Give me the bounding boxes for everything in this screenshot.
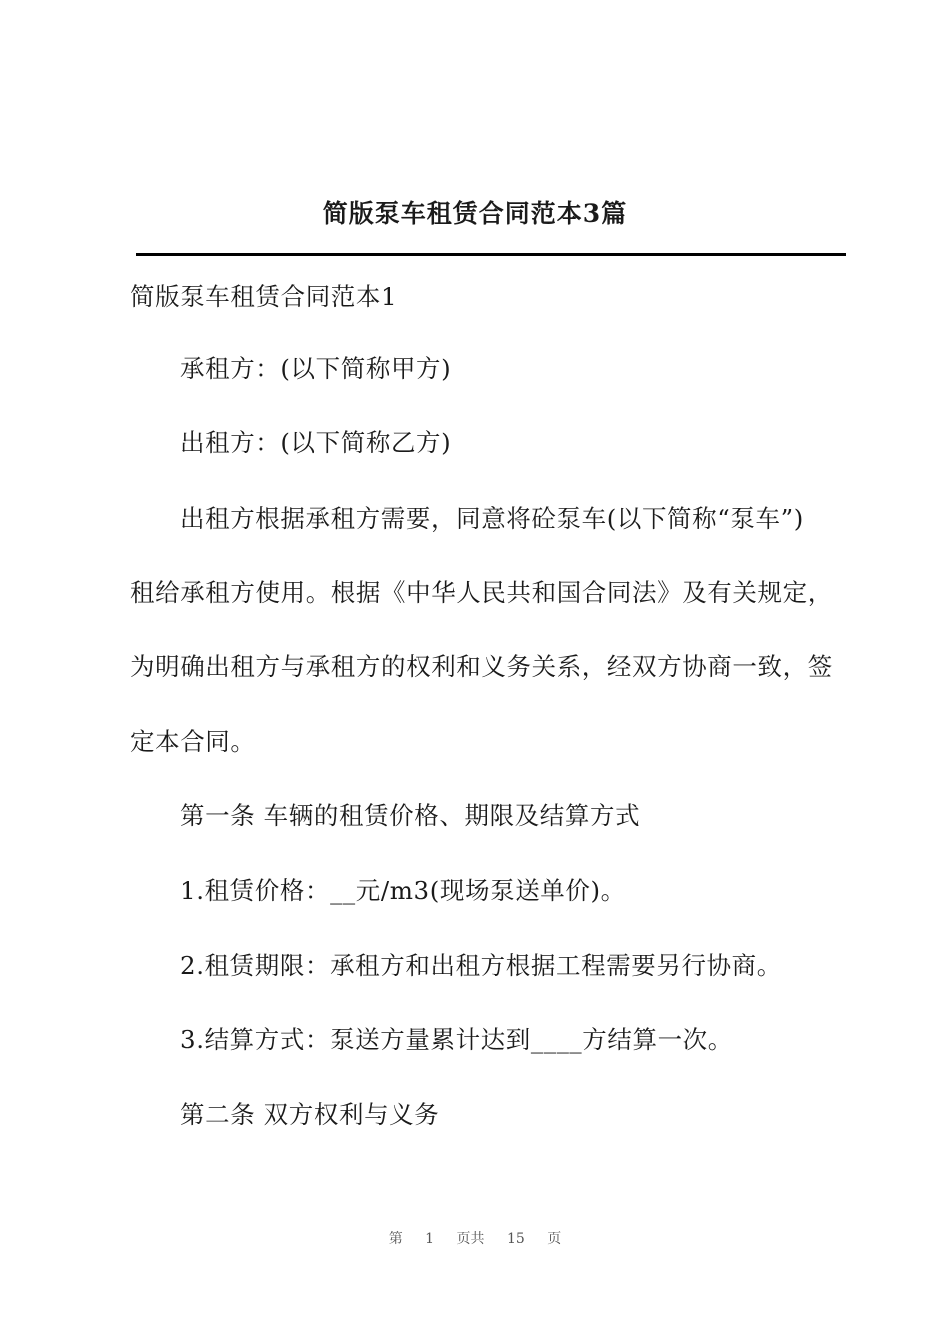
article-heading: 第二条 双方权利与义务	[180, 1100, 440, 1129]
lessee-line: 承租方：(以下简称甲方)	[180, 354, 452, 383]
footer-prefix: 第	[388, 1231, 403, 1247]
clause-line: 1.租赁价格：__元/m3(现场泵送单价)。	[180, 876, 626, 905]
clause-line: 2.租赁期限：承租方和出租方根据工程需要另行协商。	[180, 951, 782, 980]
footer-suffix: 页	[547, 1231, 562, 1247]
clause-line: 3.结算方式：泵送方量累计达到____方结算一次。	[180, 1025, 733, 1054]
page-footer	[0, 1229, 950, 1249]
paragraph-line: 出租方根据承租方需要，同意将砼泵车(以下简称“泵车”)	[180, 504, 804, 533]
paragraph-line: 定本合同。	[130, 727, 256, 756]
paragraph-line: 为明确出租方与承租方的权利和义务关系，经双方协商一致，签	[130, 652, 833, 681]
title-divider	[136, 253, 846, 256]
current-page-number: 1	[425, 1231, 435, 1247]
footer-middle: 页共	[456, 1231, 485, 1247]
article-heading: 第一条 车辆的租赁价格、期限及结算方式	[180, 801, 641, 830]
lessor-line: 出租方：(以下简称乙方)	[180, 428, 452, 457]
total-page-count: 15	[507, 1231, 525, 1247]
paragraph-line: 租给承租方使用。根据《中华人民共和国合同法》及有关规定，	[130, 578, 833, 607]
document-title: 简版泵车租赁合同范本3篇	[322, 199, 628, 228]
section-heading: 简版泵车租赁合同范本1	[130, 282, 398, 311]
